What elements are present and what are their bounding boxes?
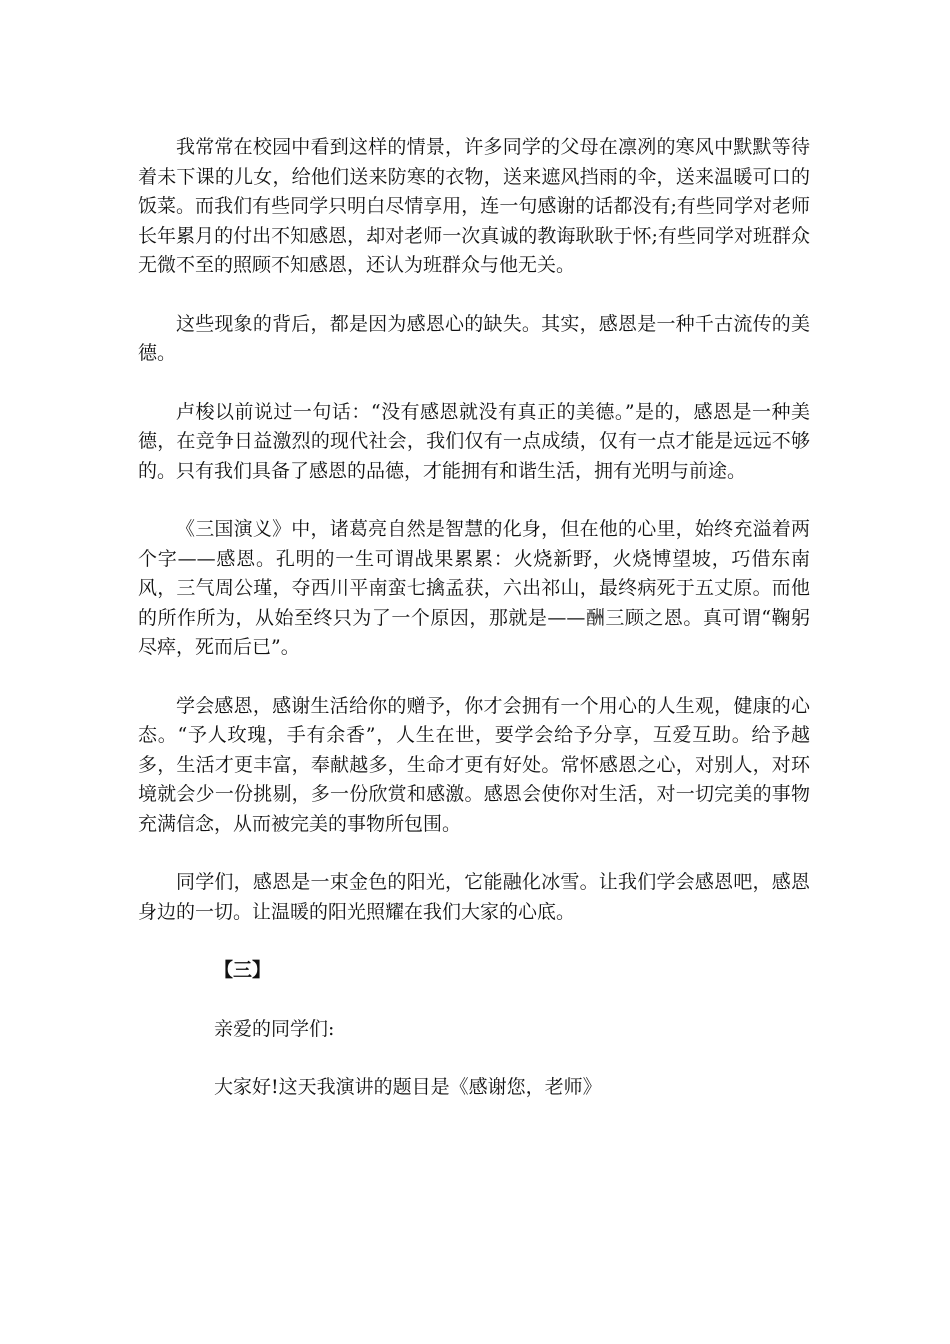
paragraph-closing: 同学们，感恩是一束金色的阳光，它能融化冰雪。让我们学会感恩吧，感恩身边的一切。让温暖的阳光照耀在我们大家的心底。 xyxy=(138,871,810,923)
document-body xyxy=(138,133,810,1132)
paragraph-campus-scene: 我常常在校园中看到这样的情景，许多同学的父母在凛冽的寒风中默默等待着未下课的儿女，给他们送来防寒的衣物，送来遮风挡雨的伞，送来温暖可口的饭菜。而我们有些同学只明白尽情享用，连一句感谢的话都没有;有些同学对老师长年累月的付出不知感恩，却对老师一次真诚的教诲耿耿于怀;有些同学对班群众无微不至的照顾不知感恩，还认为班群众与他无关。 xyxy=(138,136,810,276)
paragraph-rousseau-quote: 卢梭以前说过一句话：“没有感恩就没有真正的美德。”是的，感恩是一种美德，在竞争日益激烈的现代社会，我们仅有一点成绩，仅有一点才能是远远不够的。只有我们具备了感恩的品德，才能拥有和谐生活，拥有光明与前途。 xyxy=(138,400,810,482)
speech-intro-line: 大家好!这天我演讲的题目是《感谢您，老师》 xyxy=(214,1076,602,1098)
paragraph-learn-gratitude: 学会感恩，感谢生活给你的赠予，你才会拥有一个用心的人生观，健康的心态。“予人玫瑰，手有余香”，人生在世，要学会给予分享，互爱互助。给予越多，生活才更丰富，奉献越多，生命才更有好处。常怀感恩之心，对别人，对环境就会少一份挑剔，多一份欣赏和感激。感恩会使你对生活，对一切完美的事物充满信念，从而被完美的事物所包围。 xyxy=(138,694,810,835)
section-heading: 【三】 xyxy=(214,959,272,981)
paragraph-lack-of-gratitude: 这些现象的背后，都是因为感恩心的缺失。其实，感恩是一种千古流传的美德。 xyxy=(138,312,810,364)
greeting-line: 亲爱的同学们: xyxy=(214,1017,335,1040)
paragraph-three-kingdoms: 《三国演义》中，诸葛亮自然是智慧的化身，但在他的心里，始终充溢着两个字——感恩。孔明的一生可谓战果累累：火烧新野，火烧博望坡，巧借东南风，三气周公瑾，夺西川平南蛮七擒孟获，六出祁山，最终病死于五丈原。而他的所作所为，从始至终只为了一个原因，那就是——酬三顾之恩。真可谓“鞠躬尽瘁，死而后已”。 xyxy=(138,518,810,658)
